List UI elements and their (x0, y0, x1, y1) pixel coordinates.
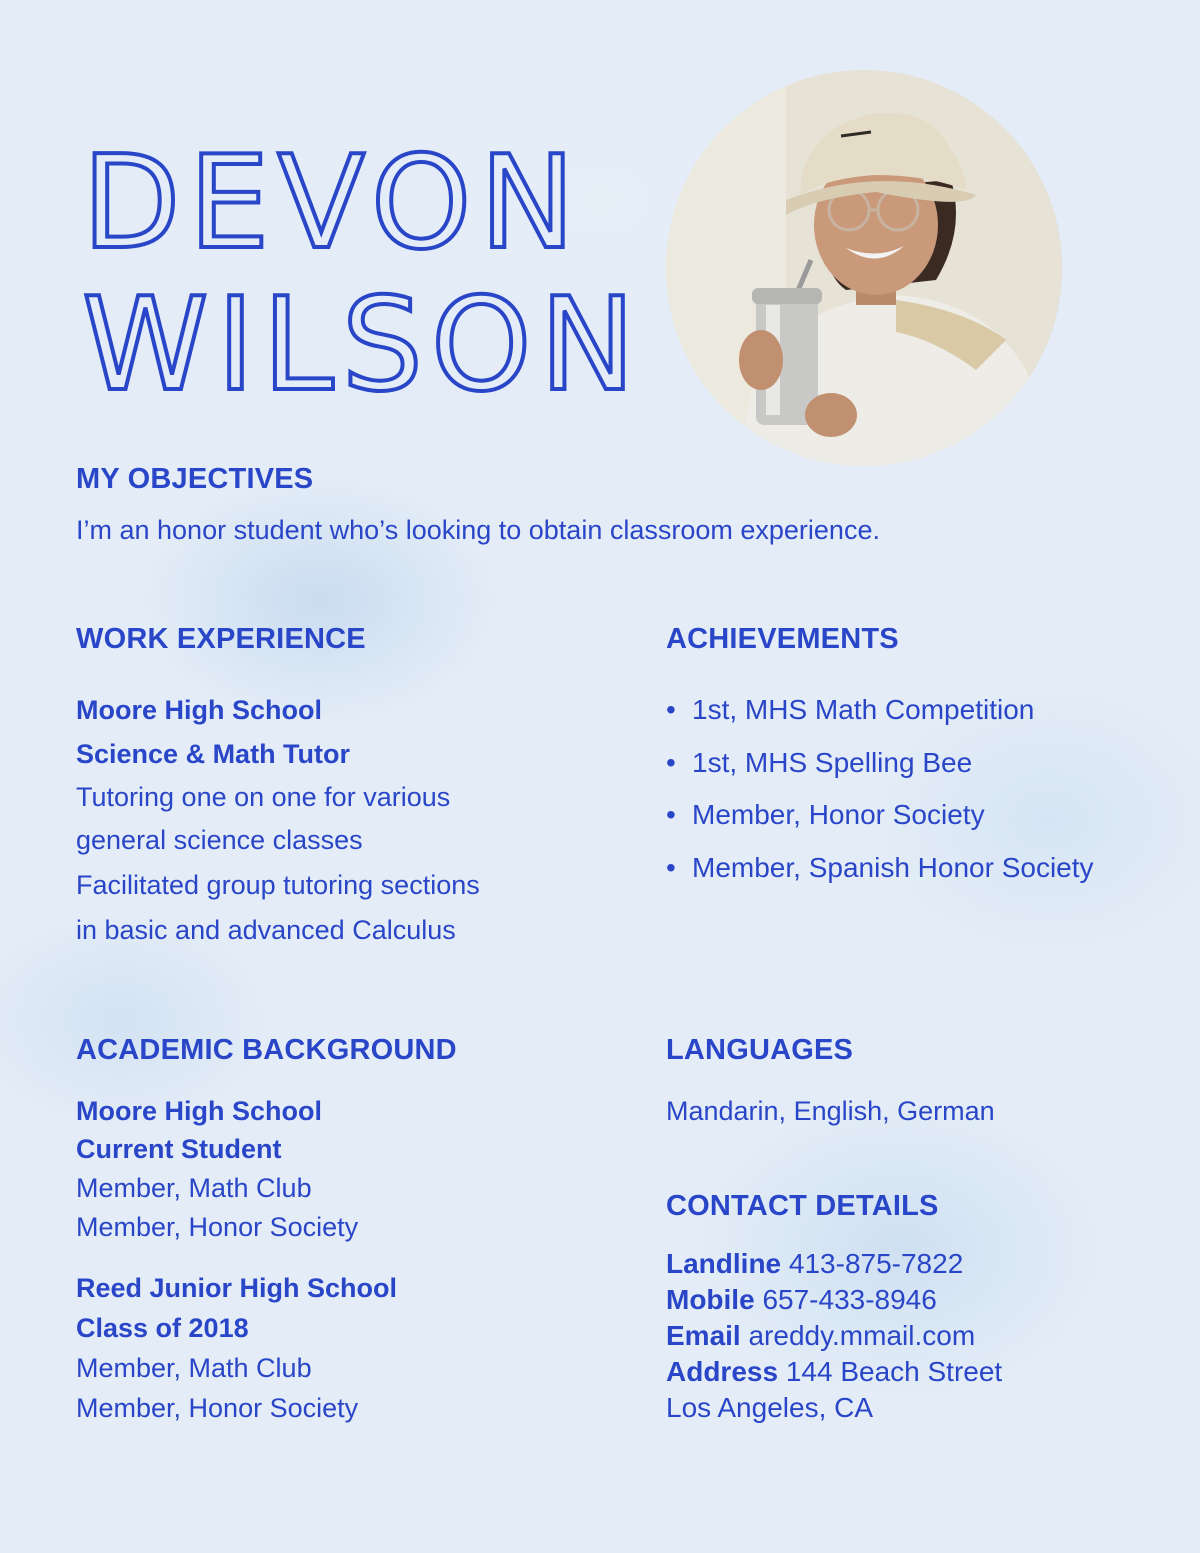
contact-address (666, 1354, 1002, 1390)
work-line: in basic and advanced Calculus (76, 915, 456, 945)
work-role: Science & Math Tutor (76, 739, 351, 769)
mobile-label: Mobile (666, 1284, 755, 1315)
bullet: • (666, 799, 676, 830)
achievements-heading: ACHIEVEMENTS (666, 623, 899, 655)
profile-photo-illustration (666, 70, 1062, 466)
school-line: Member, Honor Society (76, 1393, 359, 1423)
profile-photo (666, 70, 1062, 466)
academic-school-1 (76, 1092, 358, 1246)
contact-block (666, 1246, 1002, 1426)
contact-heading: CONTACT DETAILS (666, 1190, 939, 1222)
academic-school-2 (76, 1268, 397, 1428)
achievement-item (666, 789, 1094, 842)
academic-heading: ACADEMIC BACKGROUND (76, 1034, 457, 1066)
contact-email (666, 1318, 1002, 1354)
work-employer: Moore High School (76, 695, 322, 725)
objectives-heading: MY OBJECTIVES (76, 463, 314, 495)
work-heading: WORK EXPERIENCE (76, 623, 366, 655)
work-line: Tutoring one on one for various (76, 782, 451, 812)
achievements-list (666, 684, 1094, 894)
school-line: Member, Math Club (76, 1353, 312, 1383)
work-line: general science classes (76, 825, 363, 855)
achievement-text: 1st, MHS Spelling Bee (692, 746, 973, 778)
address-label: Address (666, 1356, 779, 1387)
bullet: • (666, 694, 676, 725)
objectives-text: I’m an honor student who’s looking to obtain classroom experience. (76, 515, 880, 545)
achievement-item (666, 684, 1094, 737)
email-value: areddy.mmail.com (748, 1320, 976, 1351)
work-block (76, 688, 480, 952)
mobile-value: 657-433-8946 (762, 1284, 937, 1315)
name-last: WILSON (82, 271, 644, 420)
school-status: Class of 2018 (76, 1313, 249, 1343)
achievement-text: Member, Honor Society (692, 799, 985, 830)
school-name: Reed Junior High School (76, 1273, 398, 1303)
bullet: • (666, 746, 676, 778)
achievement-item (666, 737, 1094, 790)
achievement-text: 1st, MHS Math Competition (692, 694, 1035, 725)
bullet: • (666, 851, 676, 883)
name-first: DEVON (82, 129, 584, 278)
contact-landline (666, 1246, 1002, 1282)
school-name: Moore High School (76, 1096, 322, 1126)
languages-heading: LANGUAGES (666, 1034, 854, 1066)
school-status: Current Student (76, 1134, 282, 1164)
achievement-item (666, 842, 1094, 895)
contact-mobile (666, 1282, 1002, 1318)
school-line: Member, Math Club (76, 1173, 312, 1203)
work-line: Facilitated group tutoring sections (76, 870, 480, 900)
address-value: 144 Beach Street (785, 1356, 1003, 1387)
school-line: Member, Honor Society (76, 1212, 359, 1242)
email-label: Email (666, 1320, 741, 1351)
contact-address-line2: Los Angeles, CA (666, 1392, 874, 1423)
achievement-text: Member, Spanish Honor Society (692, 851, 1094, 883)
landline-label: Landline (666, 1248, 782, 1279)
languages-text: Mandarin, English, German (666, 1096, 995, 1126)
landline-value: 413-875-7822 (788, 1248, 964, 1279)
